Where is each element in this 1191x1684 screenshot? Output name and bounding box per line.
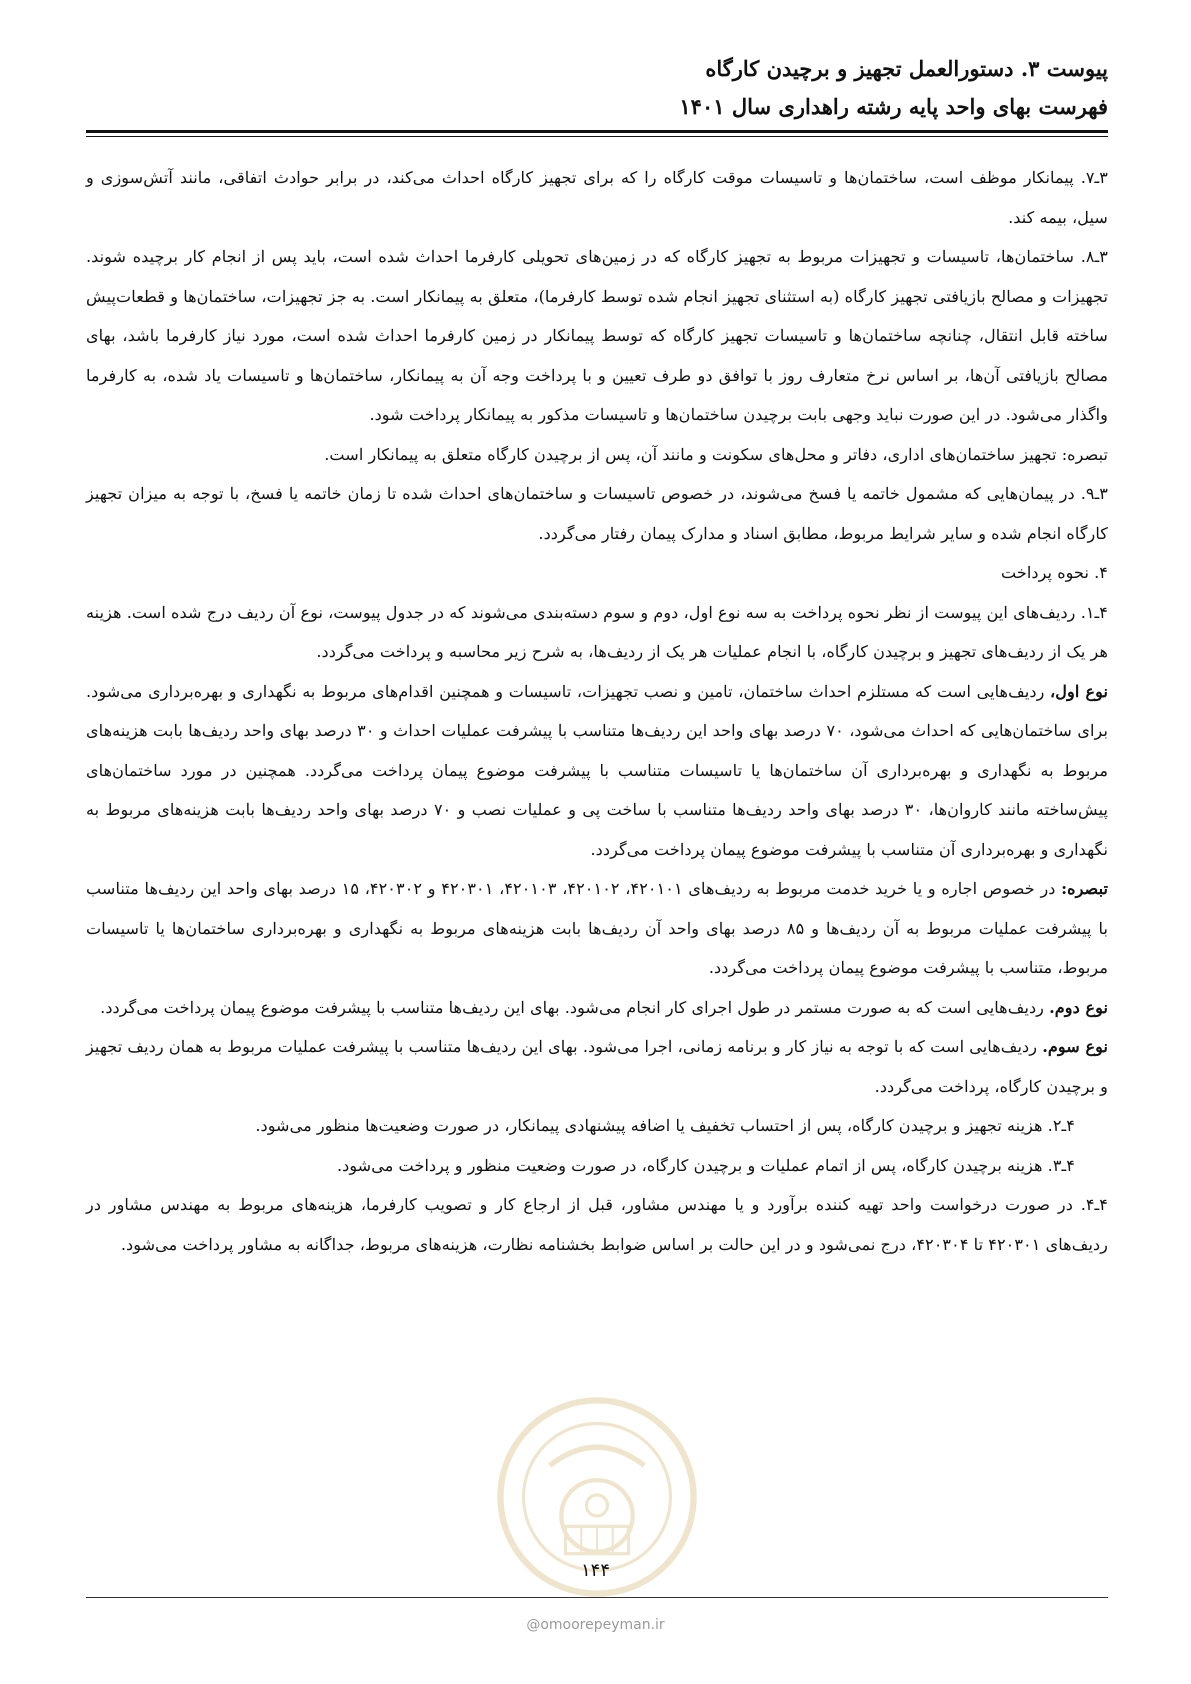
- paragraph-text: ۳ـ۹. در پیمان‌هایی که مشمول خاتمه یا فسخ می‌شوند، در خصوص تاسیسات و ساختمان‌های احداث شده تا زمان خاتمه یا فسخ، با توجه به میزان تجهیز کارگاه انجام شده و سایر شرایط مربوط، مطابق اسناد و مدارک پیمان رفتار می‌گردد.: [86, 484, 1108, 543]
- paragraph-text: در خصوص اجاره و یا خرید خدمت مربوط به ردیف‌های ۴۲۰۱۰۱، ۴۲۰۱۰۲، ۴۲۰۱۰۳، ۴۲۰۳۰۱ و ۴۲۰۳۰۲، ۱۵ درصد بهای واحد این ردیف‌ها متناسب با پیشرفت عملیات مربوط به آن ردیف‌ها و ۸۵ درصد بهای واحد آن ردیف‌ها بابت هزینه‌های مربوط به نگهداری و بهره‌برداری ساختمان‌ها یا تاسیسات مربوط، متناسب با پیشرفت موضوع پیمان پرداخت می‌گردد.: [86, 879, 1108, 977]
- paragraph-text: ۳ـ۷. پیمانکار موظف است، ساختمان‌ها و تاسیسات موقت کارگاه را که برای تجهیز کارگاه احداث می‌کند، در برابر حوادث اتفاقی، مانند آتش‌سوزی و سیل، بیمه کند.: [86, 168, 1108, 227]
- page-number: ۱۴۴: [580, 1560, 610, 1581]
- paragraph-lead: نوع دوم.: [1049, 997, 1108, 1017]
- paragraph-text: ردیف‌هایی است که با توجه به نیاز کار و برنامه زمانی، اجرا می‌شود. بهای این ردیف‌ها متناسب با پیشرفت عملیات مربوط به همان ردیف تجهیز و برچیدن کارگاه، پرداخت می‌گردد.: [86, 1037, 1108, 1096]
- paragraph-p-type-1: [86, 672, 1108, 870]
- paragraph-p-4-4: [86, 1185, 1108, 1264]
- paragraph-lead: نوع سوم.: [1042, 1037, 1108, 1056]
- paragraph-p-note-1: [86, 435, 1108, 475]
- paragraph-p-4: [86, 553, 1108, 593]
- paragraph-text: ۳ـ۸. ساختمان‌ها، تاسیسات و تجهیزات مربوط به تجهیز کارگاه که در زمین‌های تحویلی کارفرما احداث شده است، باید پس از انجام کار برچیده شوند. تجهیزات و مصالح بازیافتی تجهیز کارگاه (به استثنای تجهیز انجام شده توسط کارفرما)، متعلق به پیمانکار است. به جز تجهیزات، ساختمان‌ها و قطعات‌پیش ساخته قابل انتقال، چنانچه ساختمان‌ها و تاسیسات تجهیز کارگاه که توسط پیمانکار در زمین کارفرما احداث شده است، مورد نیاز کارفرما باشد، بهای مصالح بازیافتی آن‌ها، بر اساس نرخ متعارف روز با توافق دو طرف تعیین و با پرداخت وجه آن به پیمانکار، ساختمان‌ها و تاسیسات یاد شده، به کارفرما واگذار می‌شود. در این صورت نباید وجهی بابت برچیدن ساختمان‌ها و تاسیسات مذکور به پیمانکار پرداخت شود.: [86, 247, 1108, 424]
- header-title-pricelist: فهرست بهای واحد پایه رشته راهداری سال ۱۴۰۱: [679, 94, 1108, 119]
- paragraph-p-note-2: [86, 869, 1108, 988]
- paragraph-p-type-3: [86, 1027, 1108, 1106]
- paragraph-text: ۴ـ۳. هزینه برچیدن کارگاه، پس از اتمام عملیات و برچیدن کارگاه، در صورت وضعیت منظور و پرداخت می‌شود.: [336, 1155, 1075, 1175]
- paragraph-text: ۴ـ۲. هزینه تجهیز و برچیدن کارگاه، پس از احتساب تخفیف یا اضافه پیشنهادی پیمانکار، در صورت وضعیت‌ها منظور می‌شود.: [255, 1116, 1075, 1135]
- footer-website: @omoorepeyman.ir: [526, 1617, 665, 1633]
- paragraph-p-4-1: [86, 593, 1108, 672]
- paragraph-p-3-7: [86, 158, 1108, 237]
- document-body: [86, 158, 1108, 1264]
- paragraph-lead: نوع اول،: [1050, 681, 1108, 701]
- paragraph-p-3-9: [86, 474, 1108, 553]
- paragraph-p-4-2: [86, 1106, 1108, 1146]
- paragraph-lead: تبصره:: [1061, 879, 1108, 898]
- header-rule-thin: [86, 136, 1108, 137]
- paragraph-text: ۴. نحوه پرداخت: [1001, 563, 1108, 582]
- paragraph-text: ۴ـ۱. ردیف‌های این پیوست از نظر نحوه پرداخت به سه نوع اول، دوم و سوم دسته‌بندی می‌شوند که در جدول پیوست، نوع آن ردیف درج شده است. هزینه هر یک از ردیف‌های تجهیز و برچیدن کارگاه، با انجام عملیات هر یک از ردیف‌ها، به شرح زیر محاسبه و پرداخت می‌گردد.: [86, 602, 1108, 661]
- paragraph-text: ردیف‌هایی است که به صورت مستمر در طول اجرای کار انجام می‌شود. بهای این ردیف‌ها متناسب با پیشرفت موضوع پیمان پرداخت می‌گردد.: [100, 997, 1050, 1017]
- header-rule-thick: [86, 130, 1108, 133]
- paragraph-text: ردیف‌هایی است که مستلزم احداث ساختمان، تامین و نصب تجهیزات، تاسیسات و همچنین اقدام‌های مربوط به نگهداری و بهره‌برداری می‌شود. برای ساختمان‌هایی که احداث می‌شود، ۷۰ درصد بهای واحد این ردیف‌ها متناسب با پیشرفت عملیات احداث و ۳۰ درصد بهای واحد ردیف‌ها بابت هزینه‌های مربوط به نگهداری و بهره‌برداری آن ساختمان‌ها یا تاسیسات متناسب با پیشرفت موضوع پیمان پرداخت می‌گردد. همچنین در مورد ساختمان‌های پیش‌ساخته مانند کاروان‌ها، ۳۰ درصد بهای واحد ردیف‌ها متناسب با ساخت پی و عملیات نصب و ۷۰ درصد بهای واحد ردیف‌ها بابت هزینه‌های مربوط به نگهداری و بهره‌برداری آن متناسب با پیشرفت موضوع پیمان پرداخت می‌گردد.: [86, 681, 1108, 859]
- paragraph-text: تبصره: تجهیز ساختمان‌های اداری، دفاتر و محل‌های سکونت و مانند آن، پس از برچیدن کارگاه متعلق به پیمانکار است.: [324, 444, 1108, 464]
- page-header: [86, 50, 1108, 126]
- footer-rule: [86, 1597, 1108, 1598]
- header-title-appendix: پیوست ۳. دستورالعمل تجهیز و برچیدن کارگاه: [705, 56, 1108, 81]
- paragraph-p-type-2: [86, 988, 1108, 1028]
- paragraph-text: ۴ـ۴. در صورت درخواست واحد تهیه کننده برآورد و یا مهندس مشاور، قبل از ارجاع کار و تصویب کارفرما، هزینه‌های مربوط به مهندس مشاور در ردیف‌های ۴۲۰۳۰۱ تا ۴۲۰۳۰۴، درج نمی‌شود و در این حالت بر اساس ضوابط بخشنامه نظارت، هزینه‌های مربوط، جداگانه به مشاور پرداخت می‌شود.: [86, 1195, 1108, 1254]
- paragraph-p-3-8: [86, 237, 1108, 435]
- paragraph-p-4-3: [86, 1146, 1108, 1186]
